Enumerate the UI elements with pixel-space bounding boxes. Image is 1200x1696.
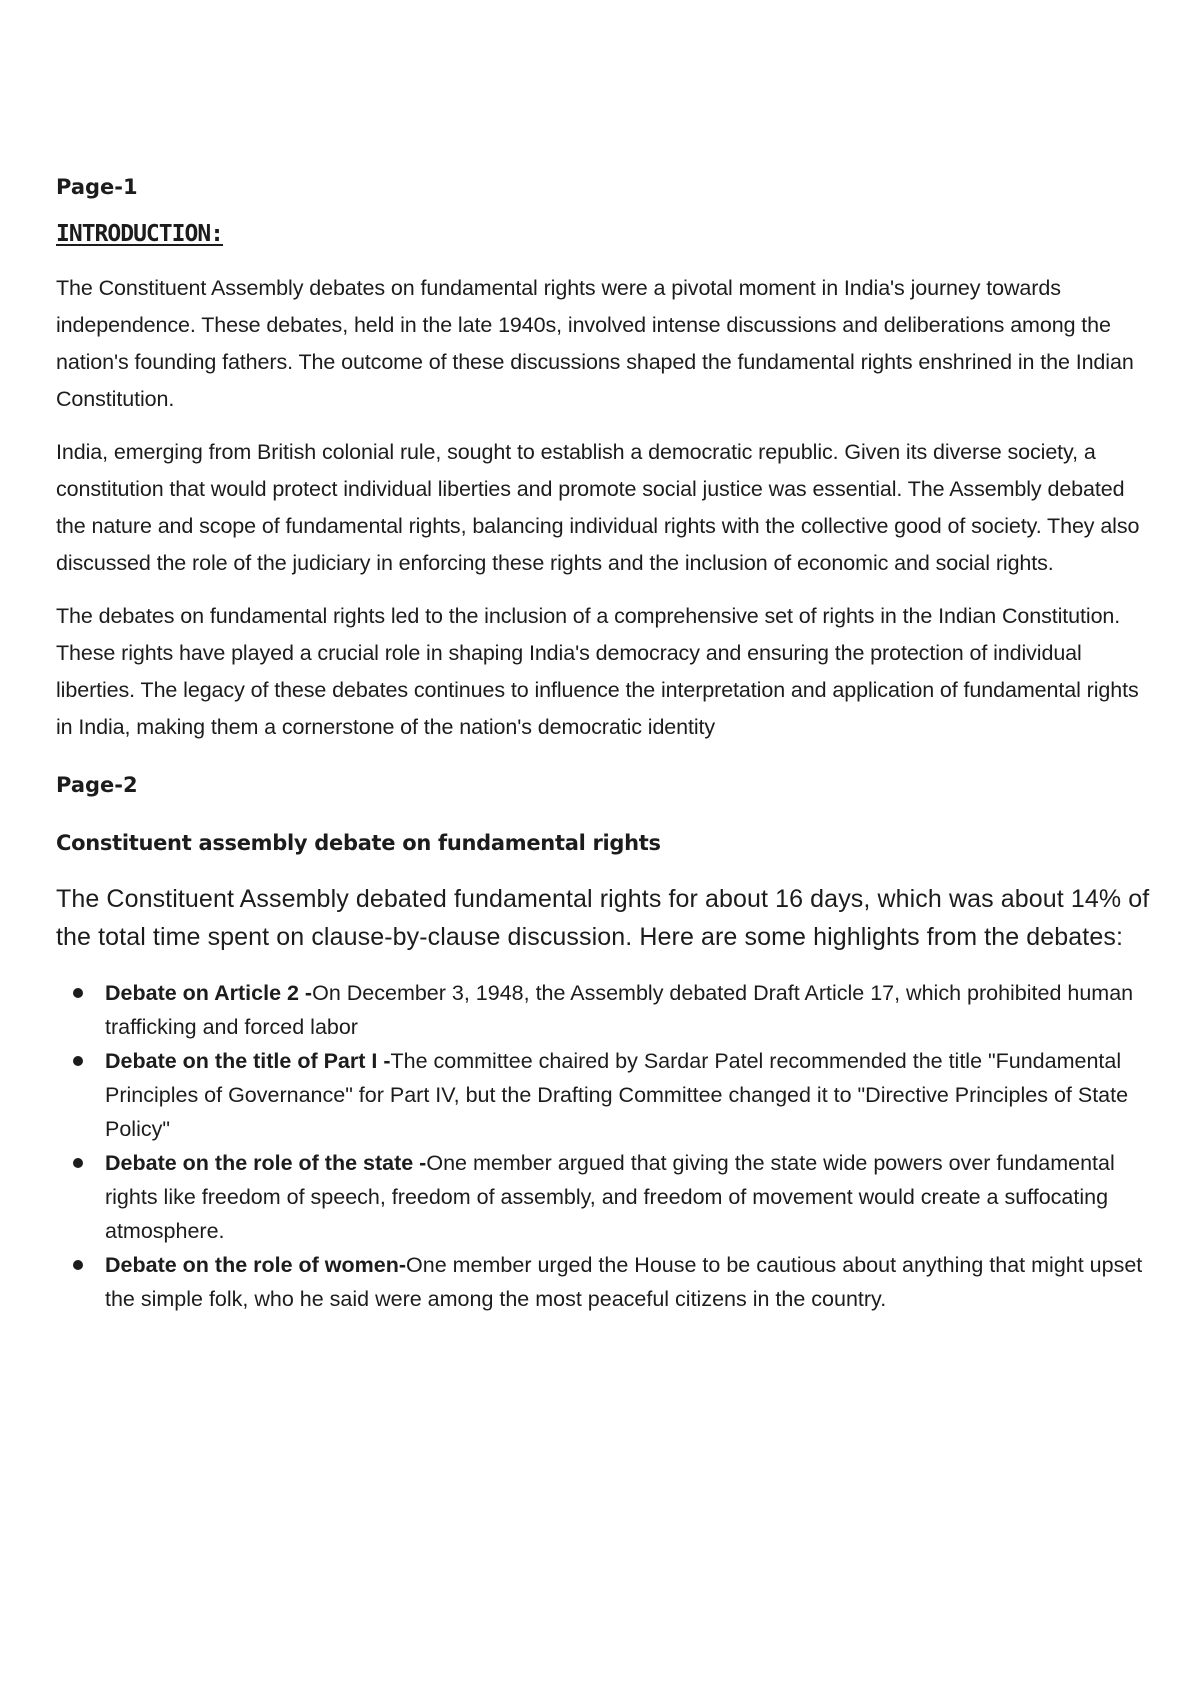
page-1-label: Page-1 — [56, 175, 138, 199]
lead-paragraph: The Constituent Assembly debated fundamental rights for about 16 days, which was about 14% of the total time spent on clause-by-clause discussion. Here are some highlights from the debates: — [56, 885, 1150, 951]
page-2-label: Page-2 — [56, 773, 138, 797]
bullet-text: On December 3, 1948, the Assembly debated Draft Article 17, which prohibited human trafficking and forced labor — [105, 981, 1134, 1039]
bullet-dot-icon — [73, 1260, 83, 1270]
bullet-title: Debate on Article 2 - — [105, 981, 313, 1005]
bullet-dot-icon — [73, 1158, 83, 1168]
bullet-dot-icon — [73, 988, 83, 998]
debate-highlights-list — [56, 976, 1156, 1316]
list-item — [56, 1248, 1156, 1316]
bullet-text: The committee chaired by Sardar Patel recommended the title "Fundamental Principles of Governance" for Part IV, but the Drafting Committee changed it to "Directive Principles of State Policy" — [105, 1049, 1129, 1141]
bullet-title: Debate on the role of the state - — [105, 1151, 427, 1175]
intro-paragraph-1: The Constituent Assembly debates on fundamental rights were a pivotal moment in India's journey towards independence. These debates, held in the late 1940s, involved intense discussions and deliberations among the nation's founding fathers. The outcome of these discussions shaped the fundamental rights enshrined in the Indian Constitution. — [56, 276, 1134, 411]
bullet-dot-icon — [73, 1056, 83, 1066]
document-content — [56, 172, 1156, 1316]
section-heading: Constituent assembly debate on fundamental rights — [56, 831, 661, 855]
bullet-title: Debate on the title of Part I - — [105, 1049, 391, 1073]
introduction-heading: INTRODUCTION: — [56, 221, 224, 247]
list-item — [56, 1146, 1156, 1248]
bullet-title: Debate on the role of women- — [105, 1253, 407, 1277]
bullet-text: One member argued that giving the state wide powers over fundamental rights like freedom of speech, freedom of assembly, and freedom of movement would create a suffocating atmosphere. — [105, 1151, 1115, 1243]
bullet-text: One member urged the House to be cautious about anything that might upset the simple folk, who he said were among the most peaceful citizens in the country. — [105, 1253, 1143, 1311]
intro-paragraph-3: The debates on fundamental rights led to the inclusion of a comprehensive set of rights in the Indian Constitution. These rights have played a crucial role in shaping India's democracy and ensuring the protection of individual liberties. The legacy of these debates continues to influence the interpretation and application of fundamental rights in India, making them a cornerstone of the nation's democratic identity — [56, 604, 1139, 739]
list-item — [56, 976, 1156, 1044]
list-item — [56, 1044, 1156, 1146]
intro-paragraph-2: India, emerging from British colonial rule, sought to establish a democratic republic. Given its diverse society, a constitution that would protect individual liberties and promote social justice was essential. The Assembly debated the nature and scope of fundamental rights, balancing individual rights with the collective good of society. They also discussed the role of the judiciary in enforcing these rights and the inclusion of economic and social rights. — [56, 440, 1140, 575]
